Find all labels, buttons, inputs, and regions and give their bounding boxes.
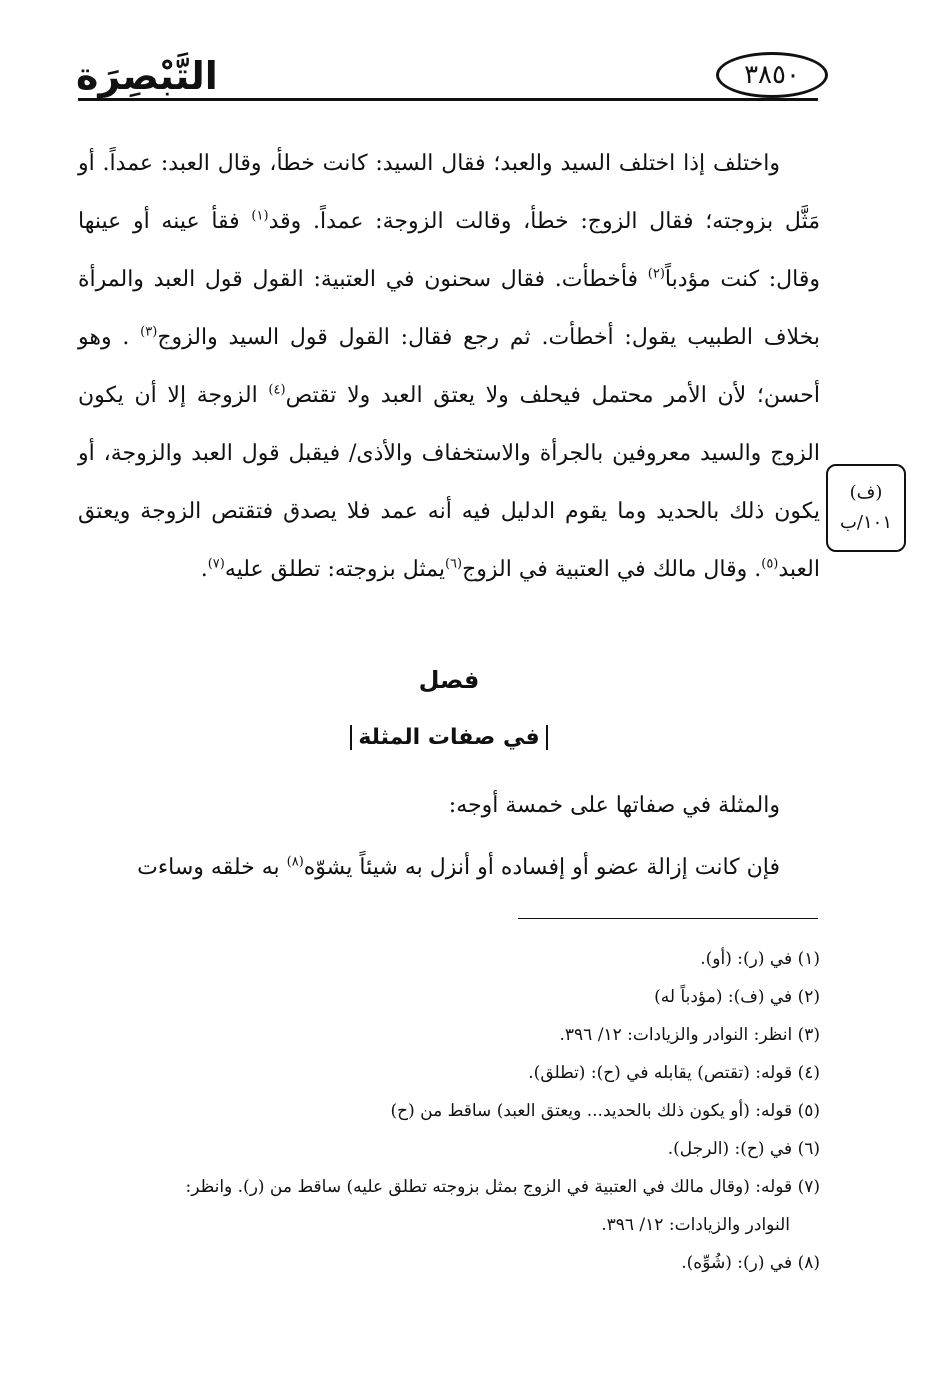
page-header bbox=[0, 0, 926, 110]
footnote-item: (١) في (ر): (أو). bbox=[700, 949, 820, 969]
footnote-mark: (٧) bbox=[207, 556, 225, 572]
body-segment: فقأ عينه أو عينها وقال: كنت مؤدباً bbox=[78, 209, 820, 292]
body-segment: واختلف إذا اختلف السيد والعبد؛ فقال السيد: كانت خطأ، وقال العبد: عمداً. أو مَثَّل بزوجته؛ فقال الزوج: خطأ، وقالت الزوجة: عمداً. وقد bbox=[78, 151, 821, 234]
footnote-mark: (٢) bbox=[647, 266, 665, 282]
para2-segment: فإن كانت إزالة عضو أو إفساده أو أنزل به شيئاً يشوّه bbox=[303, 855, 780, 880]
body-segment: فأخطأت. فقال سحنون في العتبية: القول قول العبد والمرأة بخلاف الطبيب يقول: أخطأت. ثم رجع فقال: القول قول السيد والزوج bbox=[78, 267, 820, 350]
section-title: فصل bbox=[418, 666, 480, 694]
body-segment: يمثل بزوجته: تطلق عليه bbox=[224, 557, 445, 582]
footnote-item: (٨) في (ر): (شُوِّه). bbox=[681, 1253, 820, 1273]
footnote-mark: (٨) bbox=[286, 854, 304, 870]
book-title: التَّبْصِرَة bbox=[76, 54, 218, 98]
footnote-mark: (٥) bbox=[761, 556, 779, 572]
section-subtitle: في صفات المثلة bbox=[350, 725, 547, 750]
body-paragraph bbox=[78, 135, 820, 599]
margin-manuscript-reference bbox=[826, 464, 906, 552]
second-paragraph bbox=[78, 775, 820, 899]
footnote-item: (٣) انظر: النوادر والزيادات: ١٢/ ٣٩٦. bbox=[559, 1025, 820, 1045]
para2-line1: والمثلة في صفاتها على خمسة أوجه: bbox=[448, 793, 780, 818]
margin-note-line1: (ف) bbox=[849, 482, 883, 503]
footnote-mark: (٦) bbox=[444, 556, 463, 572]
body-segment: . bbox=[200, 557, 208, 582]
footnote-item: (٧) قوله: (وقال مالك في العتبية في الزوج بمثل بزوجته تطلق عليه) ساقط من (ر). وانظر: bbox=[185, 1177, 820, 1197]
header-rule bbox=[78, 98, 818, 101]
footnote-mark: (١) bbox=[251, 208, 269, 224]
footnote-mark: (٤) bbox=[268, 382, 286, 398]
footnote-item: (٤) قوله: (تقتص) يقابله في (ح): (تطلق). bbox=[528, 1063, 820, 1083]
body-segment: . وهو أحسن؛ لأن الأمر محتمل فيحلف ولا يعتق العبد ولا تقتص bbox=[78, 325, 820, 408]
body-segment: الزوجة إلا أن يكون الزوج والسيد معروفين بالجرأة والاستخفاف والأذى/ فيقبل قول العبد والزوجة، أو يكون ذلك بالحديد وما يقوم الدليل فيه أنه عمد فلا يصدق فتقتص الزوجة ويعتق العبد bbox=[78, 383, 820, 582]
footnote-item: (٢) في (ف): (مؤدباً له) bbox=[654, 987, 820, 1007]
footnote-item-continuation: النوادر والزيادات: ١٢/ ٣٩٦. bbox=[601, 1215, 790, 1235]
footnote-mark: (٣) bbox=[140, 324, 158, 340]
margin-note-line2: ١٠١/ب bbox=[839, 512, 893, 533]
footnotes-list bbox=[78, 940, 820, 1282]
para2-segment: به خلقه وساءت bbox=[137, 855, 280, 880]
section-subtitle-wrap bbox=[78, 718, 820, 758]
footnote-item: (٦) في (ح): (الرجل). bbox=[667, 1139, 820, 1159]
footnote-separator bbox=[518, 918, 818, 919]
page-number: ٣٨٥٠ bbox=[716, 52, 828, 98]
main-body-text bbox=[78, 135, 820, 599]
footnote-item: (٥) قوله: (أو يكون ذلك بالحديد... ويعتق العبد) ساقط من (ح) bbox=[390, 1101, 820, 1121]
body-segment: . وقال مالك في العتبية في الزوج bbox=[462, 557, 762, 582]
para2-line2 bbox=[78, 837, 820, 899]
